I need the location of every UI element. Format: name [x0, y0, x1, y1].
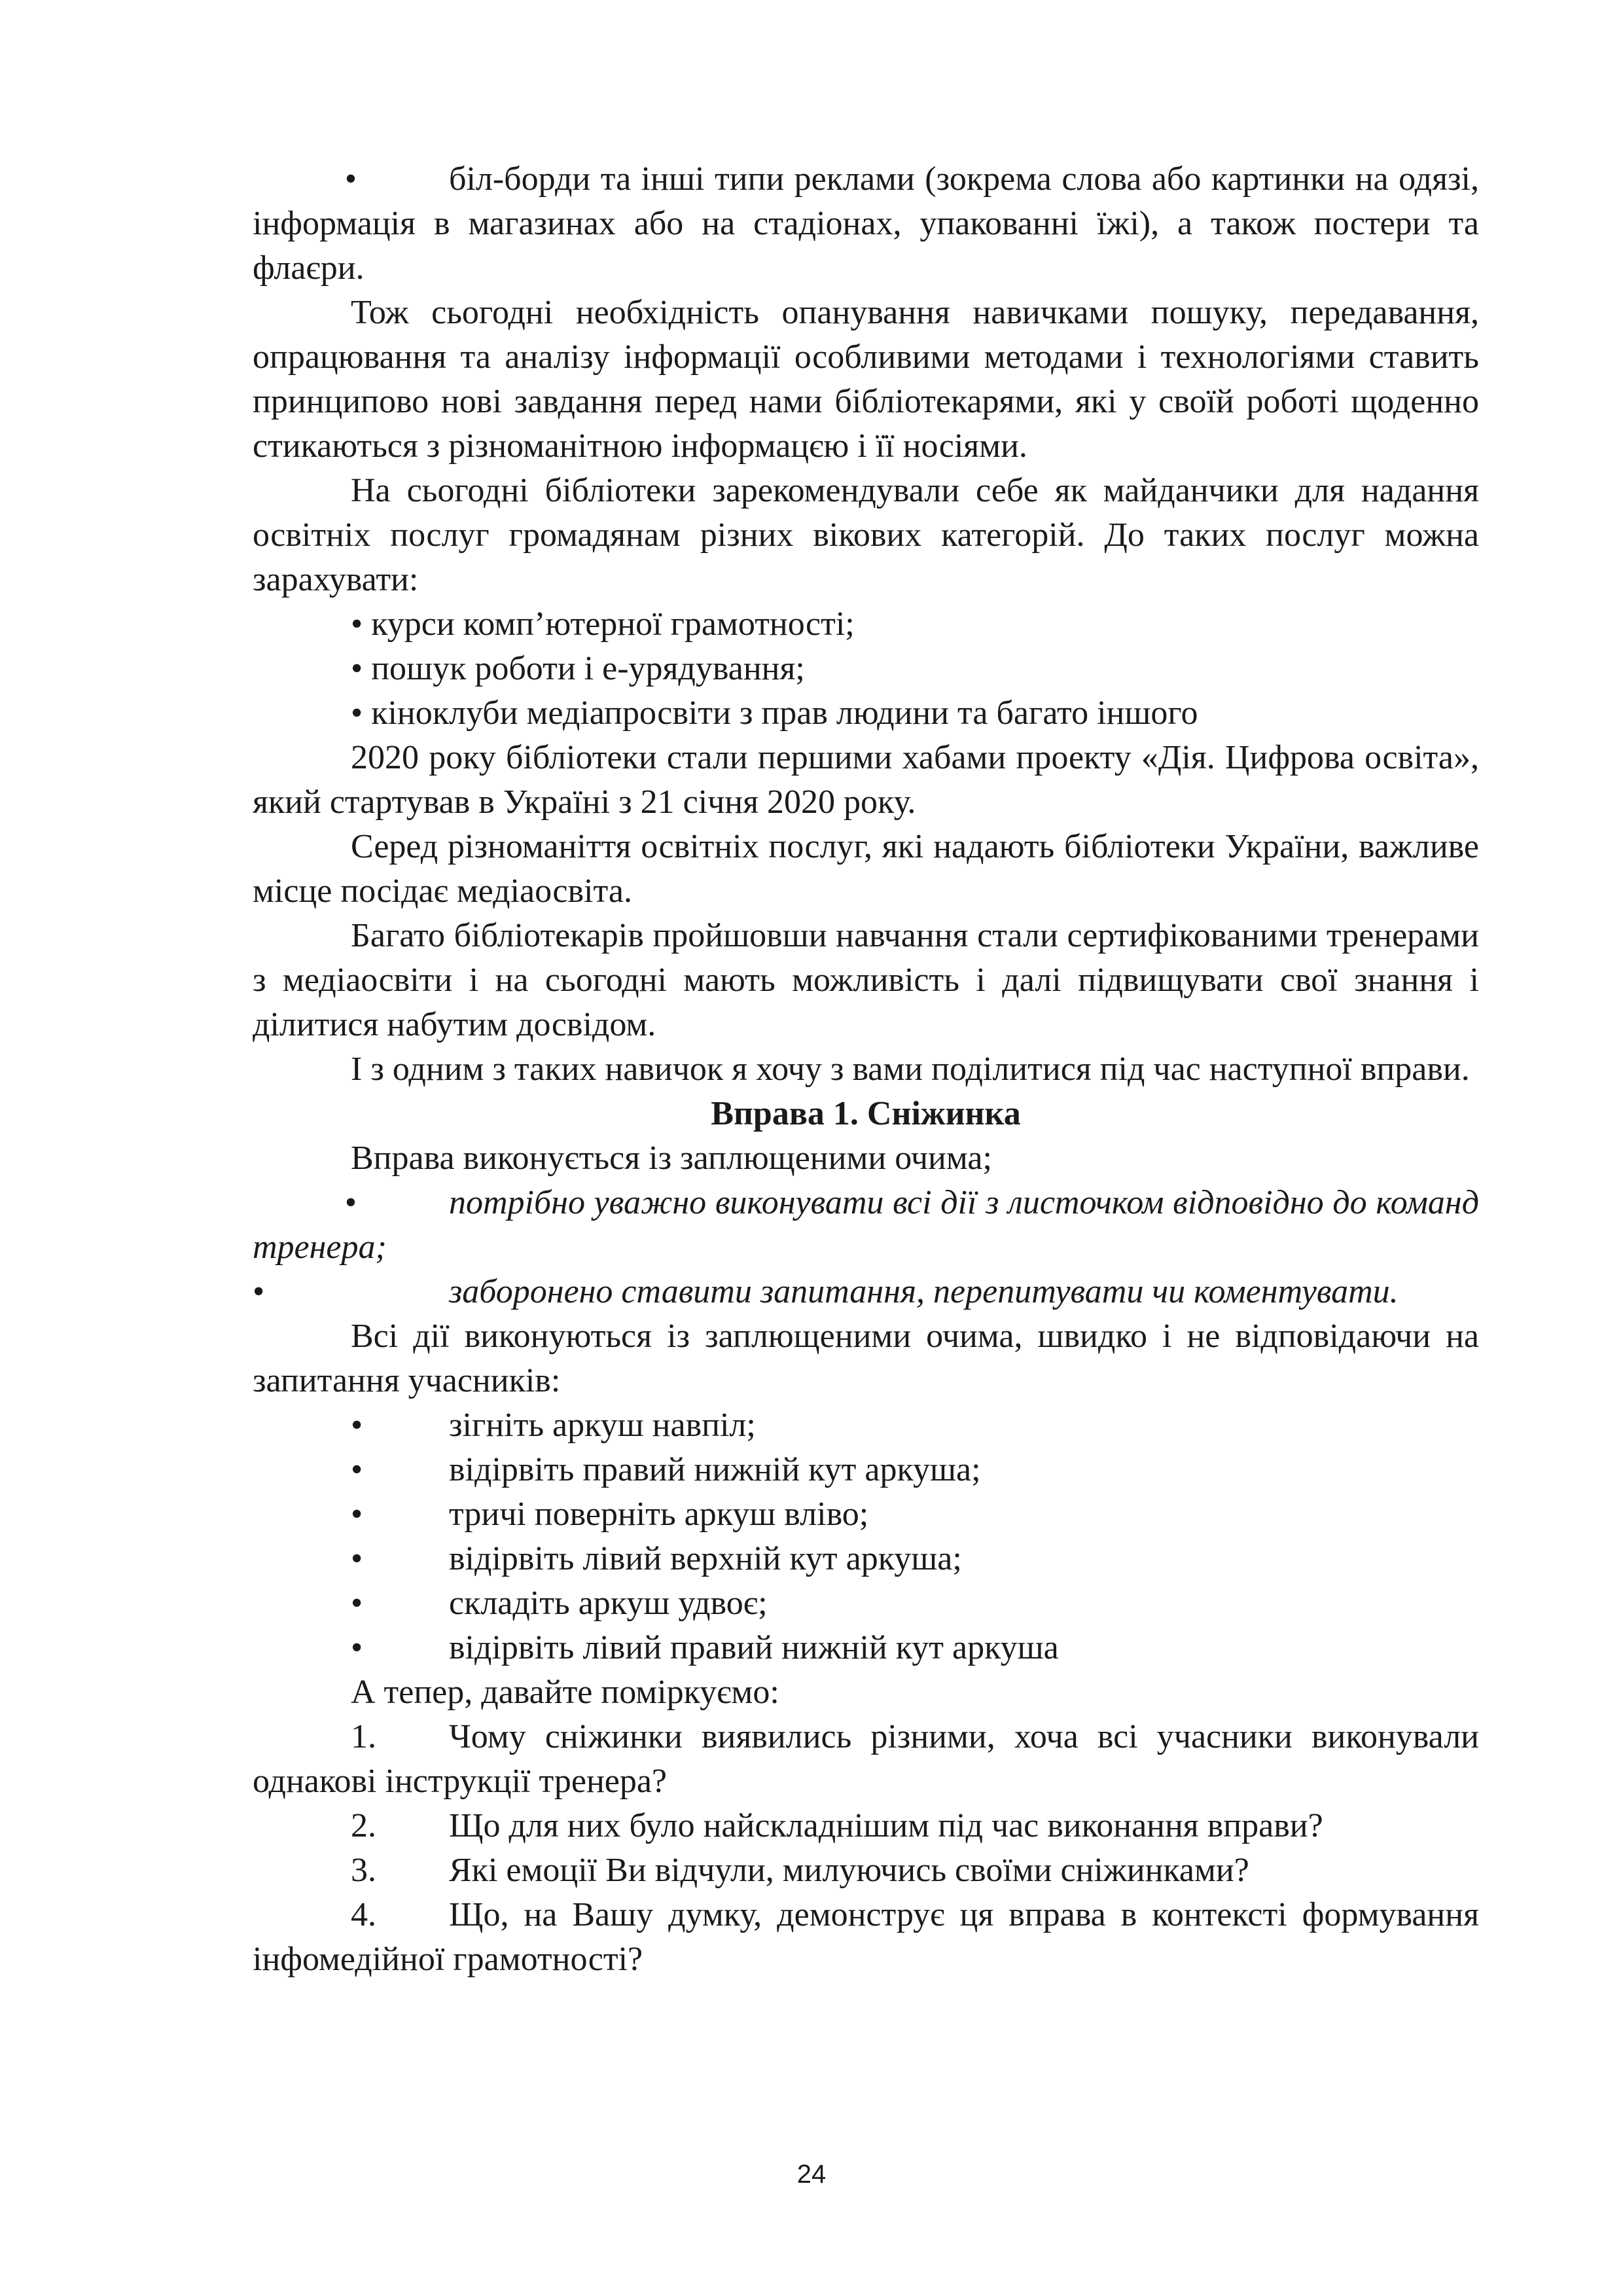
paragraph-share: І з одним з таких навичок я хочу з вами поділитися під час наступної вправи.	[351, 1050, 1470, 1088]
step-text: складіть аркуш удвоє;	[449, 1585, 768, 1622]
discussion-intro: А тепер, давайте поміркуємо:	[351, 1674, 779, 1711]
paragraph-media-education: Серед різноманіття освітніх послуг, які надають бібліотеки України, важливе місце посідає медіаосвіта.	[253, 828, 1479, 910]
page-number: 24	[796, 2160, 827, 2189]
list-item	[253, 1492, 1479, 1537]
paragraph-libraries: На сьогодні бібліотеки зарекомендували себе як майданчики для надання освітніх послуг громадянам різних вікових категорій. До таких послуг можна зарахувати:	[253, 472, 1479, 598]
question-number: 4.	[351, 1896, 376, 1933]
paragraph-skills: Тож сьогодні необхідність опанування навичками пошуку, передавання, опрацювання та аналізу інформації особливими методами і технологіями ставить принципово нові завдання перед нами бібліотекарями, які у своїй роботі щоденно стикаються з різноманітною інформацєю і її носіями.	[253, 294, 1479, 465]
bullet-marker: •	[253, 1273, 265, 1310]
list-item	[253, 1403, 1479, 1448]
paragraph-diia: 2020 року бібліотеки стали першими хабами проекту «Дія. Цифрова освіта», який стартував в Україні з 21 січня 2020 року.	[253, 739, 1479, 821]
step-text: відірвіть лівий правий нижній кут аркуша	[449, 1629, 1059, 1666]
question-text: Що, на Вашу думку, демонструє ця вправа в контексті формування інфомедійної грамотності?	[253, 1896, 1479, 1978]
steps-intro: Всі дії виконуються із заплющеними очима, швидко і не відповідаючи на запитання учасників:	[253, 1318, 1479, 1399]
step-text: відірвіть правий нижній кут аркуша;	[449, 1451, 981, 1488]
rule-item	[253, 1181, 1479, 1270]
services-list	[253, 602, 1479, 736]
question-item	[253, 1848, 1479, 1893]
list-item: • кіноклуби медіапросвіти з прав людини та багато іншого	[351, 694, 1198, 732]
rule-item	[253, 1270, 1479, 1314]
bullet-marker: •	[351, 1407, 363, 1444]
list-item	[253, 1626, 1479, 1670]
bullet-marker: •	[344, 1184, 357, 1221]
question-item	[253, 1804, 1479, 1848]
page-content	[253, 157, 1479, 1982]
question-number: 1.	[351, 1718, 376, 1755]
question-text: Чому сніжинки виявились різними, хоча всі учасники виконували однакові інструкції тренера?	[253, 1718, 1479, 1800]
question-item	[253, 1715, 1479, 1804]
rule-text: заборонено ставити запитання, перепитувати чи коментувати.	[449, 1273, 1399, 1310]
bullet-marker: •	[351, 1540, 363, 1577]
paragraph-text: біл-борди та інші типи реклами (зокрема слова або картинки на одязі, інформація в магазинах або на стадіонах, упакованні їжі), а також постери та флаєри.	[253, 160, 1479, 287]
step-text: зігніть аркуш навпіл;	[449, 1407, 756, 1444]
bullet-marker: •	[351, 1585, 363, 1622]
list-item	[253, 1581, 1479, 1626]
bullet-marker: •	[351, 1451, 363, 1488]
list-item	[253, 1448, 1479, 1492]
list-item: • пошук роботи і е-урядування;	[351, 650, 805, 687]
bullet-marker: •	[344, 160, 357, 198]
question-item	[253, 1893, 1479, 1982]
step-text: тричі поверніть аркуш вліво;	[449, 1496, 869, 1533]
list-item: • курси комп’ютерної грамотності;	[351, 605, 855, 643]
bullet-paragraph-billboards	[253, 157, 1479, 291]
question-text: Що для них було найскладнішим під час виконання вправи?	[449, 1807, 1323, 1844]
bullet-marker: •	[351, 1496, 363, 1533]
paragraph-librarians: Багато бібліотекарів пройшовши навчання стали сертифікованими тренерами з медіаосвіти і на сьогодні мають можливість і далі підвищувати свої знання і ділитися набутим досвідом.	[253, 917, 1479, 1043]
exercise-intro: Вправа виконується із заплющеними очима;	[351, 1139, 992, 1177]
step-text: відірвіть лівий верхній кут аркуша;	[449, 1540, 962, 1577]
question-number: 3.	[351, 1852, 376, 1889]
steps-list	[253, 1403, 1479, 1670]
question-number: 2.	[351, 1807, 376, 1844]
exercise-title: Вправа 1. Сніжинка	[711, 1095, 1021, 1132]
bullet-marker: •	[351, 1629, 363, 1666]
rule-text: потрібно уважно виконувати всі дії з листочком відповідно до команд тренера;	[253, 1184, 1479, 1266]
list-item	[253, 1537, 1479, 1581]
question-text: Які емоції Ви відчули, милуючись своїми сніжинками?	[449, 1852, 1249, 1889]
